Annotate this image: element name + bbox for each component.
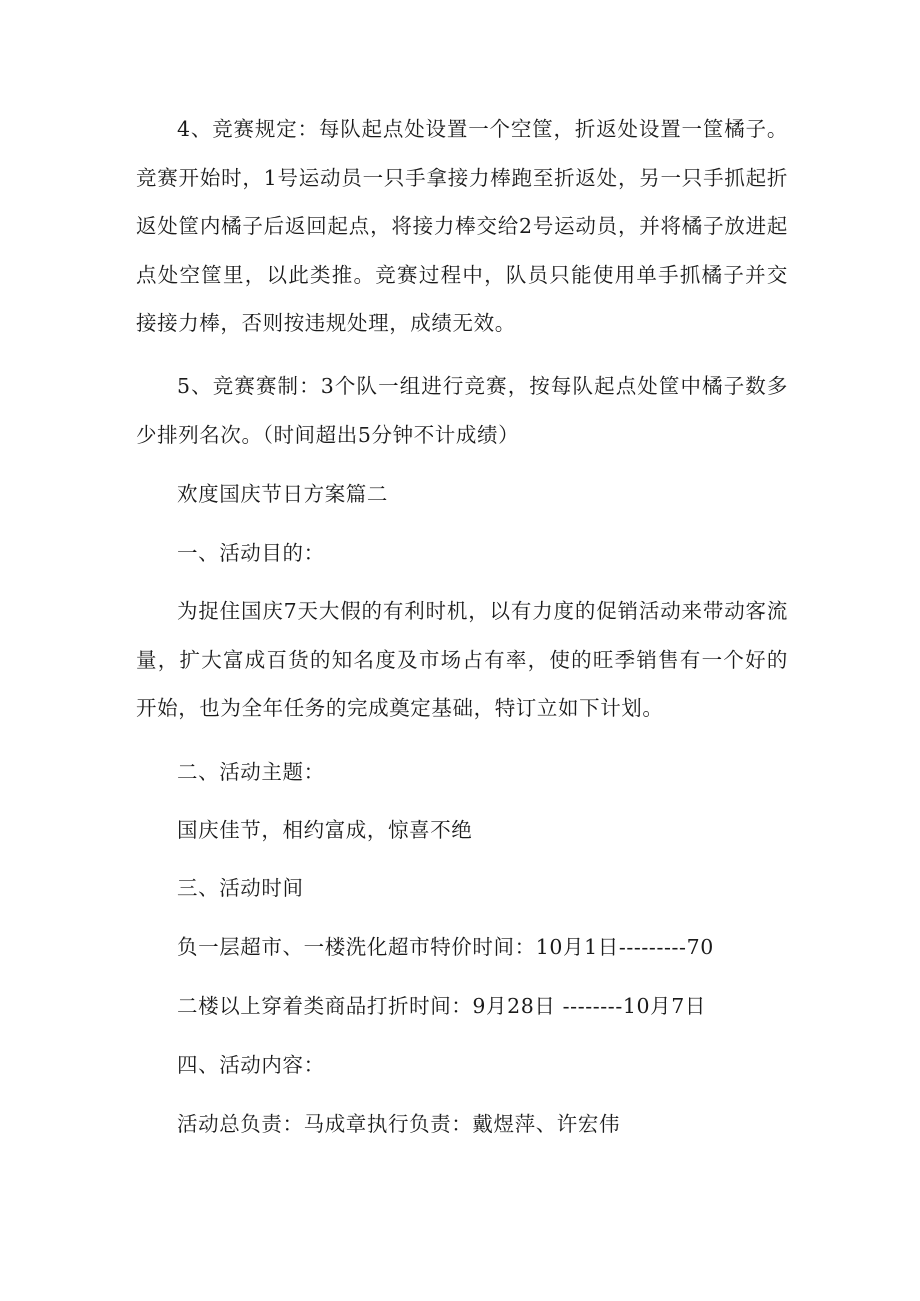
responsible-line: 活动总负责：马成章执行负责：戴煜萍、许宏伟 xyxy=(177,1112,621,1136)
heading-activity-theme: 二、活动主题： xyxy=(177,760,325,784)
purpose-paragraph: 为捉住国庆7天大假的有利时机，以有力度的促销活动来带动客流量，扩大富成百货的知名度及市场占有率，使的旺季销售有一个好的开始，也为全年任务的完成奠定基础，特订立如下计划。 xyxy=(136,599,788,720)
heading-activity-content: 四、活动内容： xyxy=(177,1053,325,1077)
section-heading: 欢度国庆节日方案篇二 xyxy=(177,482,388,506)
theme-text: 国庆佳节，相约富成，惊喜不绝 xyxy=(177,818,473,842)
time-line-apparel: 二楼以上穿着类商品打折时间：9月28日 --------10月7日 xyxy=(177,994,706,1018)
heading-activity-time: 三、活动时间 xyxy=(177,876,304,900)
time-line-supermarket: 负一层超市、一楼洗化超市特价时间：10月1日---------70 xyxy=(177,935,714,959)
rule-paragraph: 4、竞赛规定：每队起点处设置一个空筐，折返处设置一筐橘子。竞赛开始时，1号运动员一只手拿接力棒跑至折返处，另一只手抓起折返处筐内橘子后返回起点，将接力棒交给2号运动员，并将橘子放进起点处空筐里，以此类推。竞赛过程中，队员只能使用单手抓橘子并交接接力棒，否则按违规处理，成绩无效。 xyxy=(136,117,788,335)
heading-activity-purpose: 一、活动目的： xyxy=(177,541,325,565)
format-paragraph: 5、竞赛赛制：3个队一组进行竞赛，按每队起点处筐中橘子数多少排列名次。（时间超出5分钟不计成绩） xyxy=(136,374,788,447)
